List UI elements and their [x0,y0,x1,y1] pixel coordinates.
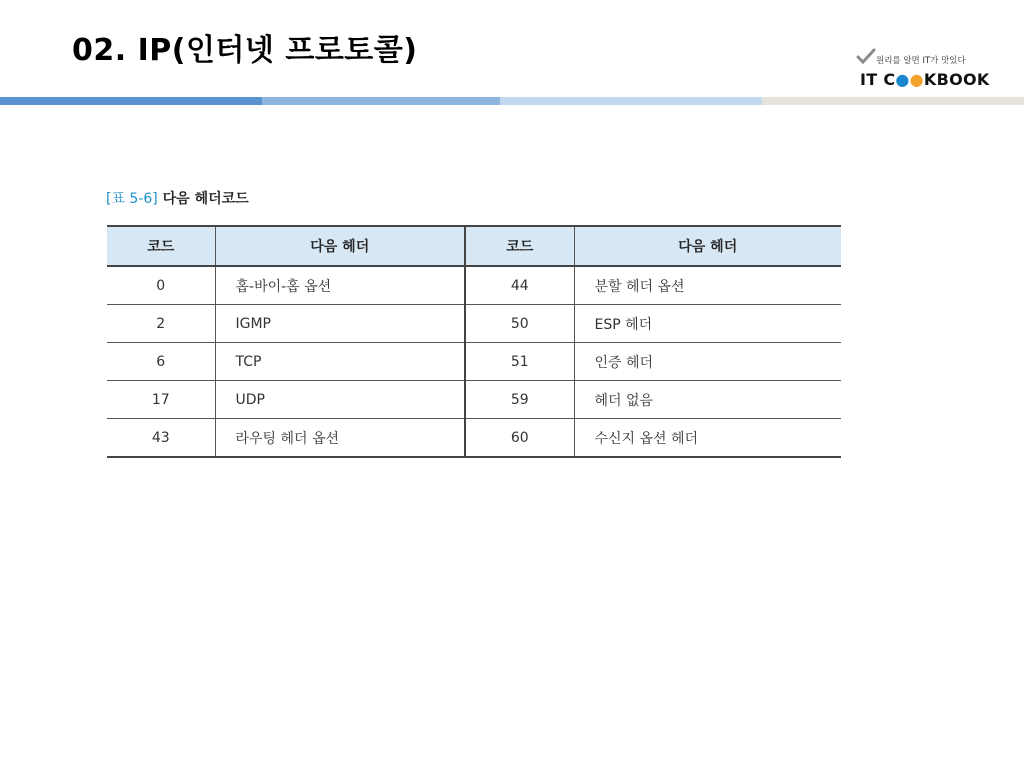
logo-brand-prefix: IT C [860,70,896,89]
code-cell: 43 [107,419,215,458]
it-cookbook-logo [856,50,996,94]
code-cell: 50 [465,305,574,343]
header-rule-segment-2 [262,97,500,105]
logo-brand-suffix: KBOOK [923,70,990,89]
logo-tagline: 원리를 알면 IT가 맛있다 [876,56,966,66]
table-row [107,381,841,419]
next-header-cell: 홉-바이-홉 옵션 [215,266,465,305]
next-header-cell: 분할 헤더 옵션 [574,266,841,305]
table-caption-title: 다음 헤더코드 [162,191,249,207]
table-caption [106,188,249,208]
table-caption-number: [표 5-6] [106,191,158,207]
next-header-code-table [107,225,841,458]
next-header-cell: IGMP [215,305,465,343]
header-next-header: 다음 헤더 [574,226,841,266]
next-header-cell: ESP 헤더 [574,305,841,343]
code-cell: 51 [465,343,574,381]
next-header-cell: TCP [215,343,465,381]
next-header-cell: UDP [215,381,465,419]
code-cell: 44 [465,266,574,305]
table-row [107,305,841,343]
table-row [107,266,841,305]
table-row [107,343,841,381]
table-row [107,419,841,458]
header-rule-segment-1 [0,97,262,105]
logo-brand [860,70,990,89]
code-cell: 60 [465,419,574,458]
logo-ring-icon: ● [895,70,910,89]
logo-dot-icon: ● [909,70,924,89]
header-code: 코드 [465,226,574,266]
checkmark-icon [856,48,876,64]
code-cell: 59 [465,381,574,419]
next-header-cell: 인증 헤더 [574,343,841,381]
header-rule-segment-3 [500,97,762,105]
code-cell: 0 [107,266,215,305]
code-cell: 6 [107,343,215,381]
code-cell: 2 [107,305,215,343]
header-rule-segment-4 [762,97,1024,105]
next-header-cell: 수신지 옵션 헤더 [574,419,841,458]
slide-title: 02. IP(인터넷 프로토콜) [72,33,418,68]
next-header-cell: 헤더 없음 [574,381,841,419]
header-code: 코드 [107,226,215,266]
next-header-cell: 라우팅 헤더 옵션 [215,419,465,458]
table-header-row [107,226,841,266]
header-next-header: 다음 헤더 [215,226,465,266]
code-cell: 17 [107,381,215,419]
